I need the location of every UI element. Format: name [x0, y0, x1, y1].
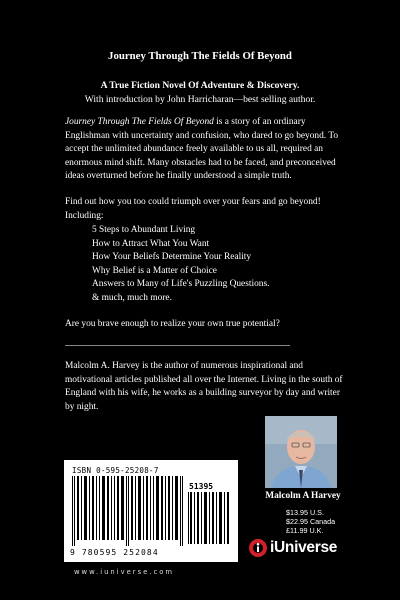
description-text: is a story of an ordinary Englishman with uncertainty and confusion, who dared to go beyond. To accept the unlimited abundance freely available to us all, required an enormous mind shift. Many obstacles had to be faced, and preconceived ideas overturned before he finally understood a simple truth.	[65, 117, 339, 181]
book-title: Journey Through The Fields Of Beyond	[108, 50, 292, 62]
iuniverse-logo-icon	[248, 538, 268, 558]
publisher-logo-block	[248, 538, 337, 558]
description-paragraph	[65, 116, 350, 184]
closing-question: Are you brave enough to realize your own true potential?	[65, 319, 280, 329]
price-uk: £11.99 U.K.	[286, 526, 324, 535]
author-name: Malcolm A Harvey	[265, 491, 341, 501]
isbn-digits: 9 780595 252084	[70, 548, 159, 557]
price-barcode-bars	[188, 492, 230, 544]
feature-item: Answers to Many of Life's Puzzling Questions.	[92, 279, 270, 289]
book-introduction: With introduction by John Harricharan—best selling author.	[84, 94, 316, 105]
feature-item: Why Belief is a Matter of Choice	[92, 265, 217, 276]
isbn-label: ISBN 0-595-25208-7	[72, 466, 159, 475]
price-canada: $22.95 Canada	[286, 517, 336, 526]
feature-list	[92, 224, 269, 305]
author-portrait-icon	[265, 416, 337, 488]
price-list	[286, 508, 335, 535]
barcode	[64, 460, 238, 562]
feature-item: 5 Steps to Abundant Living	[92, 225, 196, 235]
price-code: 51395	[189, 482, 214, 491]
publisher-url: www.iuniverse.com	[74, 568, 175, 576]
book-subtitle: A True Fiction Novel Of Adventure & Discovery.	[100, 80, 300, 91]
feature-item: How to Attract What You Want	[92, 238, 210, 249]
author-photo	[265, 416, 337, 488]
feature-item: & much, much more.	[92, 292, 172, 303]
barcode-bars	[72, 476, 184, 546]
description-title: Journey Through The Fields Of Beyond	[65, 117, 214, 127]
divider	[65, 345, 290, 346]
cta-paragraph: Find out how you too could triumph over your fears and go beyond! Including:	[65, 197, 321, 221]
publisher-name: iUniverse	[270, 539, 338, 556]
feature-item: How Your Beliefs Determine Your Reality	[92, 252, 252, 262]
price-us: $13.95 U.S.	[286, 508, 324, 517]
author-bio: Malcolm A. Harvey is the author of numerous inspirational and motivational articles published all over the Internet. Living in the south of England with his wife, he works as a building surveyor by day and writer by night.	[65, 361, 343, 412]
